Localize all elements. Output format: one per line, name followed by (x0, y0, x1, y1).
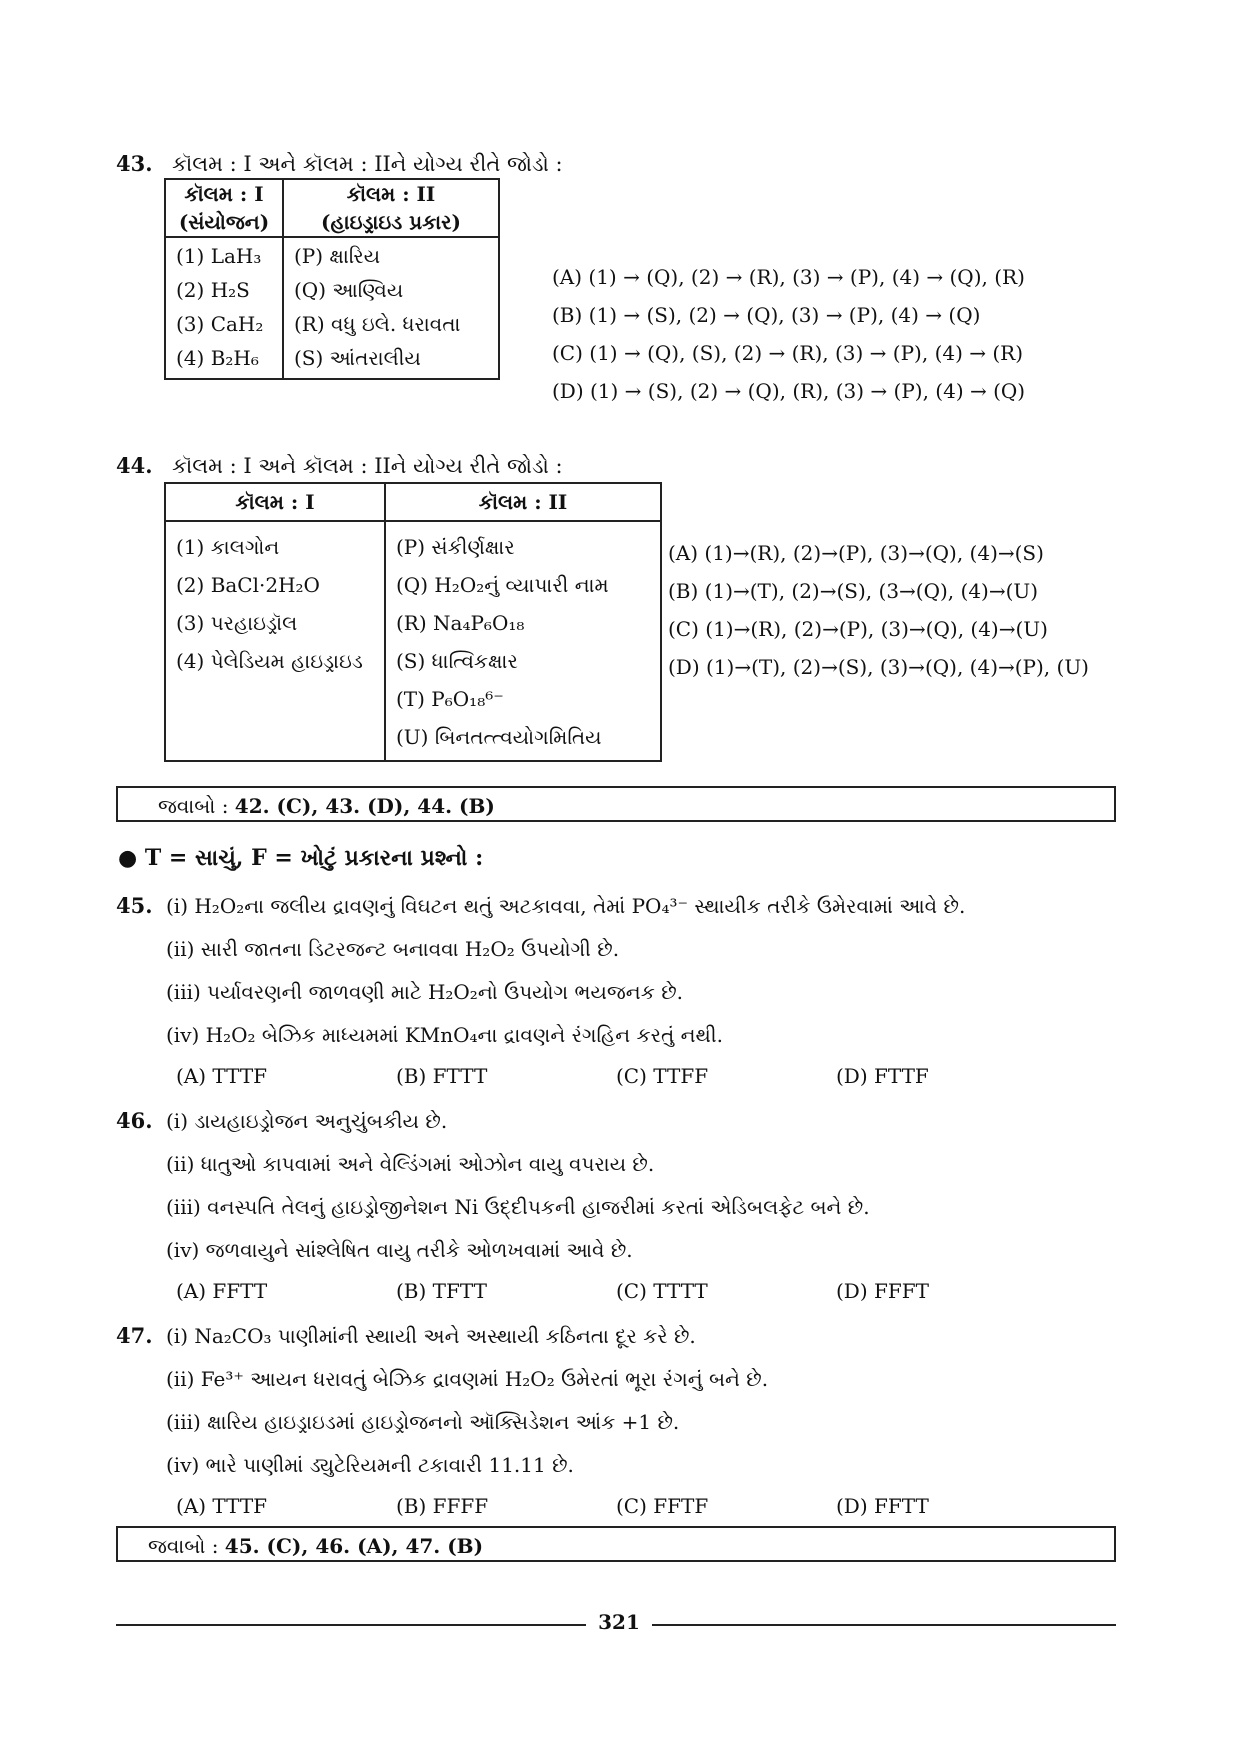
list-item: (U) બિનતત્ત્વયોગમિતિય (396, 725, 602, 749)
choices-45 (176, 1064, 1056, 1088)
options-43 (552, 258, 1025, 410)
section-heading-true-false: ● T = સાચું, F = ખોટું પ્રકારના પ્રશ્નો : (118, 845, 484, 871)
table-cell: (S) આંતરાલીય (283, 338, 499, 379)
answers-box-2 (116, 1526, 1116, 1562)
choice: (C) TTTT (616, 1279, 708, 1303)
answers-label: જવાબો : (148, 1534, 219, 1558)
question-46-number (116, 1107, 172, 1135)
list-item: (4) પેલેડિયમ હાઇડ્રાઇડ (176, 649, 363, 673)
choice: (B) FTTT (396, 1064, 488, 1088)
option-c: (C) (1)→(R), (2)→(P), (3)→(Q), (4)→(U) (668, 617, 1048, 641)
statement: (iii) ક્ષારિય હાઇડ્રાઇડમાં હાઇડ્રોજનનો ઑક્સિડેશન આંક +1 છે. (166, 1410, 680, 1434)
table-cell: (R) વધુ ઇલે. ધરાવતા (283, 304, 499, 338)
choice: (A) TTTF (176, 1494, 268, 1518)
choice: (B) TFTT (396, 1279, 487, 1303)
choice: (D) FFTT (836, 1494, 929, 1518)
question-number: 44. (116, 453, 153, 478)
choice: (B) FFFF (396, 1494, 489, 1518)
list-item: (S) ધાત્વિકક્ષાર (396, 649, 518, 673)
table-cell: (3) CaH₂ (165, 304, 283, 338)
list-item: (2) BaCl·2H₂O (176, 573, 320, 597)
list-item: (3) પરહાઇડ્રૉલ (176, 611, 298, 635)
option-d: (D) (1)→(T), (2)→(S), (3)→(Q), (4)→(P), (U) (668, 655, 1089, 679)
option-c: (C) (1) → (Q), (S), (2) → (R), (3) → (P), (4) → (R) (552, 341, 1024, 365)
table-cell: (1) LaH₃ (165, 237, 283, 270)
statement: (ii) ધાતુઓ કાપવામાં અને વેલ્ડિંગમાં ઓઝોન વાયુ વપરાય છે. (166, 1152, 655, 1176)
table-cell: (P) ક્ષારિય (283, 237, 499, 270)
list-item: (T) P₆O₁₈⁶⁻ (396, 687, 504, 711)
statement: (i) ડાયહાઇડ્રોજન અનુચુંબકીય છે. (166, 1109, 448, 1133)
table-cell: (Q) આણ્વિય (283, 270, 499, 304)
choice: (C) FFTF (616, 1494, 709, 1518)
col2-header: કૉલમ : II (283, 179, 499, 208)
question-number: 46. (116, 1108, 153, 1133)
column-2-list (385, 521, 661, 761)
choice: (D) FTTF (836, 1064, 929, 1088)
col2-header: કૉલમ : II (385, 483, 661, 521)
choices-46 (176, 1279, 1056, 1303)
col1-header: કૉલમ : I (165, 179, 283, 208)
question-prompt: કૉલમ : I અને કૉલમ : IIને યોગ્ય રીતે જોડો : (172, 454, 563, 478)
col1-header: કૉલમ : I (165, 483, 385, 521)
question-47-number (116, 1322, 172, 1350)
option-a: (A) (1)→(R), (2)→(P), (3)→(Q), (4)→(S) (668, 541, 1044, 565)
answers-text: 42. (C), 43. (D), 44. (B) (234, 794, 495, 818)
option-a: (A) (1) → (Q), (2) → (R), (3) → (P), (4) → (Q), (R) (552, 265, 1025, 289)
statement: (i) Na₂CO₃ પાણીમાંની સ્થાયી અને અસ્થાયી કઠિનતા દૂર કરે છે. (166, 1324, 696, 1348)
question-number: 43. (116, 151, 153, 176)
option-d: (D) (1) → (S), (2) → (Q), (R), (3) → (P), (4) → (Q) (552, 379, 1026, 403)
col2-subheader: (હાઇડ્રાઇડ પ્રકાર) (283, 208, 499, 237)
page-footer (116, 1610, 1116, 1640)
option-b: (B) (1) → (S), (2) → (Q), (3) → (P), (4) → (Q) (552, 303, 981, 327)
option-b: (B) (1)→(T), (2)→(S), (3→(Q), (4)→(U) (668, 579, 1039, 603)
statement: (i) H₂O₂ના જલીય દ્રાવણનું વિઘટન થતું અટકાવવા, તેમાં PO₄³⁻ સ્થાયીક તરીકે ઉમેરવામાં આવે છે. (166, 894, 966, 918)
statement: (iv) H₂O₂ બેઝિક માધ્યમમાં KMnO₄ના દ્રાવણને રંગહિન કરતું નથી. (166, 1023, 723, 1047)
question-number: 47. (116, 1323, 153, 1348)
match-table-44 (164, 482, 662, 762)
list-item: (1) કાલગોન (176, 535, 280, 559)
statement: (ii) Fe³⁺ આયન ધરાવતું બેઝિક દ્રાવણમાં H₂O₂ ઉમેરતાં ભૂરા રંગનું બને છે. (166, 1367, 769, 1391)
choice: (D) FFFT (836, 1279, 929, 1303)
list-item: (P) સંકીર્ણક્ષાર (396, 535, 515, 559)
table-cell: (2) H₂S (165, 270, 283, 304)
question-45-number (116, 892, 172, 920)
question-44-header (116, 452, 563, 480)
footer-rule-right (652, 1624, 1116, 1626)
statement: (iii) પર્યાવરણની જાળવણી માટે H₂O₂નો ઉપયોગ ભયજનક છે. (166, 980, 684, 1004)
choice: (A) FFTT (176, 1279, 268, 1303)
choice: (C) TTFF (616, 1064, 709, 1088)
footer-rule-left (116, 1624, 586, 1626)
col1-subheader: (સંયોજન) (165, 208, 283, 237)
question-43-header (116, 150, 563, 178)
statement: (iv) ભારે પાણીમાં ડ્યુટેરિયમની ટકાવારી 11.11 છે. (166, 1453, 574, 1477)
page-number: 321 (598, 1610, 640, 1634)
column-1-list (165, 521, 385, 761)
table-cell: (4) B₂H₆ (165, 338, 283, 379)
choices-47 (176, 1494, 1056, 1518)
choice: (A) TTTF (176, 1064, 268, 1088)
answers-text: 45. (C), 46. (A), 47. (B) (224, 1534, 484, 1558)
statement: (ii) સારી જાતના ડિટરજન્ટ બનાવવા H₂O₂ ઉપયોગી છે. (166, 937, 620, 961)
options-44 (668, 534, 1089, 686)
list-item: (R) Na₄P₆O₁₈ (396, 611, 525, 635)
question-prompt: કૉલમ : I અને કૉલમ : IIને યોગ્ય રીતે જોડો : (172, 152, 563, 176)
match-table-43 (164, 178, 500, 380)
answers-label: જવાબો : (158, 794, 229, 818)
answers-box-1 (116, 786, 1116, 822)
question-number: 45. (116, 893, 153, 918)
statement: (iii) વનસ્પતિ તેલનું હાઇડ્રોજીનેશન Ni ઉદ્દીપકની હાજરીમાં કરતાં એડિબલફેટ બને છે. (166, 1195, 870, 1219)
list-item: (Q) H₂O₂નું વ્યાપારી નામ (396, 573, 609, 597)
statement: (iv) જળવાયુને સાંશ્લેષિત વાયુ તરીકે ઓળખવામાં આવે છે. (166, 1238, 633, 1262)
